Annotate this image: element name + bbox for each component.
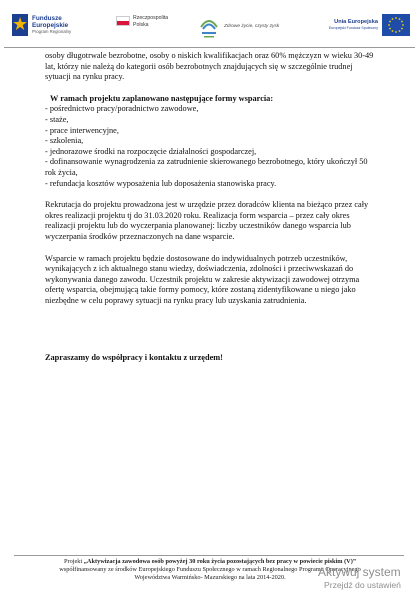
support-paragraph: Wsparcie w ramach projektu będzie dostosowane do indywidualnych potrzeb uczestników, wynikających z ich aktualnego stanu wiedzy, doświadczenia, zdolności i przeciwwskazań do wykonywania danego zawodu. Uczestnik projektu w zakresie aktywizacji zawodowej otrzyma ofertę wsparcia, obejmującą takie formy pomocy, które zostaną zidentyfikowane u niego jako niezbędne w celu poprawy sytuacji na rynku pracy lub uzyskania zatrudnienia.: [45, 253, 360, 305]
rp-logo-text: [133, 15, 168, 29]
list-item: - pośrednictwo pracy/poradnictwo zawodowe,: [45, 104, 199, 114]
footer-line3: Województwa Warmińsko- Mazurskiego na lata 2014-2020.: [134, 573, 286, 581]
list-item: - jednorazowe środki na rozpoczęcie działalności gospodarczej,: [45, 146, 257, 156]
fundusze-europejskie-logo: [12, 14, 82, 40]
fe-logo-line3: Program Regionalny: [32, 29, 72, 34]
poland-flag-icon: [116, 16, 130, 26]
recruitment-paragraph: Rekrutacja do projektu prowadzona jest w urzędzie przez doradców klienta na bieżąco przez cały okres realizacji projektu tj do 31.03.2020 roku. Realizacja form wsparcia – przez cały okres realizacji projektu lub do wyczerpania planowanej: liczby uczestników danego wsparcia lub wyczerpania środków przeznaczonych na dane wsparcie.: [45, 200, 369, 241]
document-body: [45, 51, 375, 364]
eu-flag-icon: [382, 14, 410, 36]
list-item: - szkolenia,: [45, 136, 84, 146]
warmia-mazury-logo: [198, 15, 292, 39]
support-forms-heading: W ramach projektu zaplanowano następujące formy wsparcia:: [50, 93, 274, 103]
rp-logo-line1: Rzeczpospolita: [133, 15, 169, 21]
warmia-mazury-emblem-icon: [198, 15, 220, 39]
unia-europejska-logo: [318, 14, 410, 40]
list-item: - refundacja kosztów wyposażenia lub doposażenia stanowiska pracy.: [45, 178, 277, 188]
wm-logo-slogan: Zdrowe życie, czysty zysk: [224, 24, 280, 29]
list-item: - dofinansowanie wynagrodzenia za zatrudnienie skierowanego bezrobotnego, który ukończył 50 rok życia,: [45, 157, 368, 177]
rzeczpospolita-polska-logo: [116, 15, 180, 37]
activation-watermark-line2: Przejdź do ustawień: [324, 580, 401, 590]
footer-project-title: „Aktywizacja zawodowa osób powyżej 30 roku życia pozostających bez pracy w powiecie piskim (V)”: [83, 558, 356, 565]
activation-watermark: [318, 565, 419, 592]
footer-divider: [14, 555, 404, 556]
fe-star-icon: ★: [12, 14, 29, 35]
logo-bar: [0, 0, 419, 46]
ue-logo-line1: Unia Europejska: [334, 19, 378, 25]
support-forms-list: [45, 104, 375, 189]
target-group-paragraph: osoby długotrwale bezrobotne, osoby o niskich kwalifikacjach oraz 60% mężczyzn w wieku 30-49 lat, którzy nie należą do kategorii osób bezrobotnych znajdujących się w szczególnie trudnej sytuacji na rynku pracy.: [45, 51, 374, 82]
rp-logo-line2: Polska: [133, 22, 149, 28]
invitation-text: Zapraszamy do współpracy i kontaktu z urzędem!: [45, 353, 223, 363]
footer-line2: współfinansowany ze środków Europejskiego Funduszu Społecznego w ramach Regionalnego Programu Operacyjnego: [59, 565, 361, 573]
fe-logo-line2: Europejskie: [32, 22, 69, 29]
fe-logo-line1: Fundusze: [32, 15, 62, 22]
footer-prefix: Projekt: [64, 558, 84, 565]
ue-logo-line2: Europejski Fundusz Społeczny: [328, 26, 378, 30]
ue-logo-text: [318, 18, 378, 31]
list-item: - staże,: [45, 114, 69, 124]
list-item: - prace interwencyjne,: [45, 125, 119, 135]
activation-watermark-line1: Aktywuj system: [318, 565, 401, 579]
header-divider: [4, 47, 415, 48]
fe-logo-text: [32, 15, 71, 35]
